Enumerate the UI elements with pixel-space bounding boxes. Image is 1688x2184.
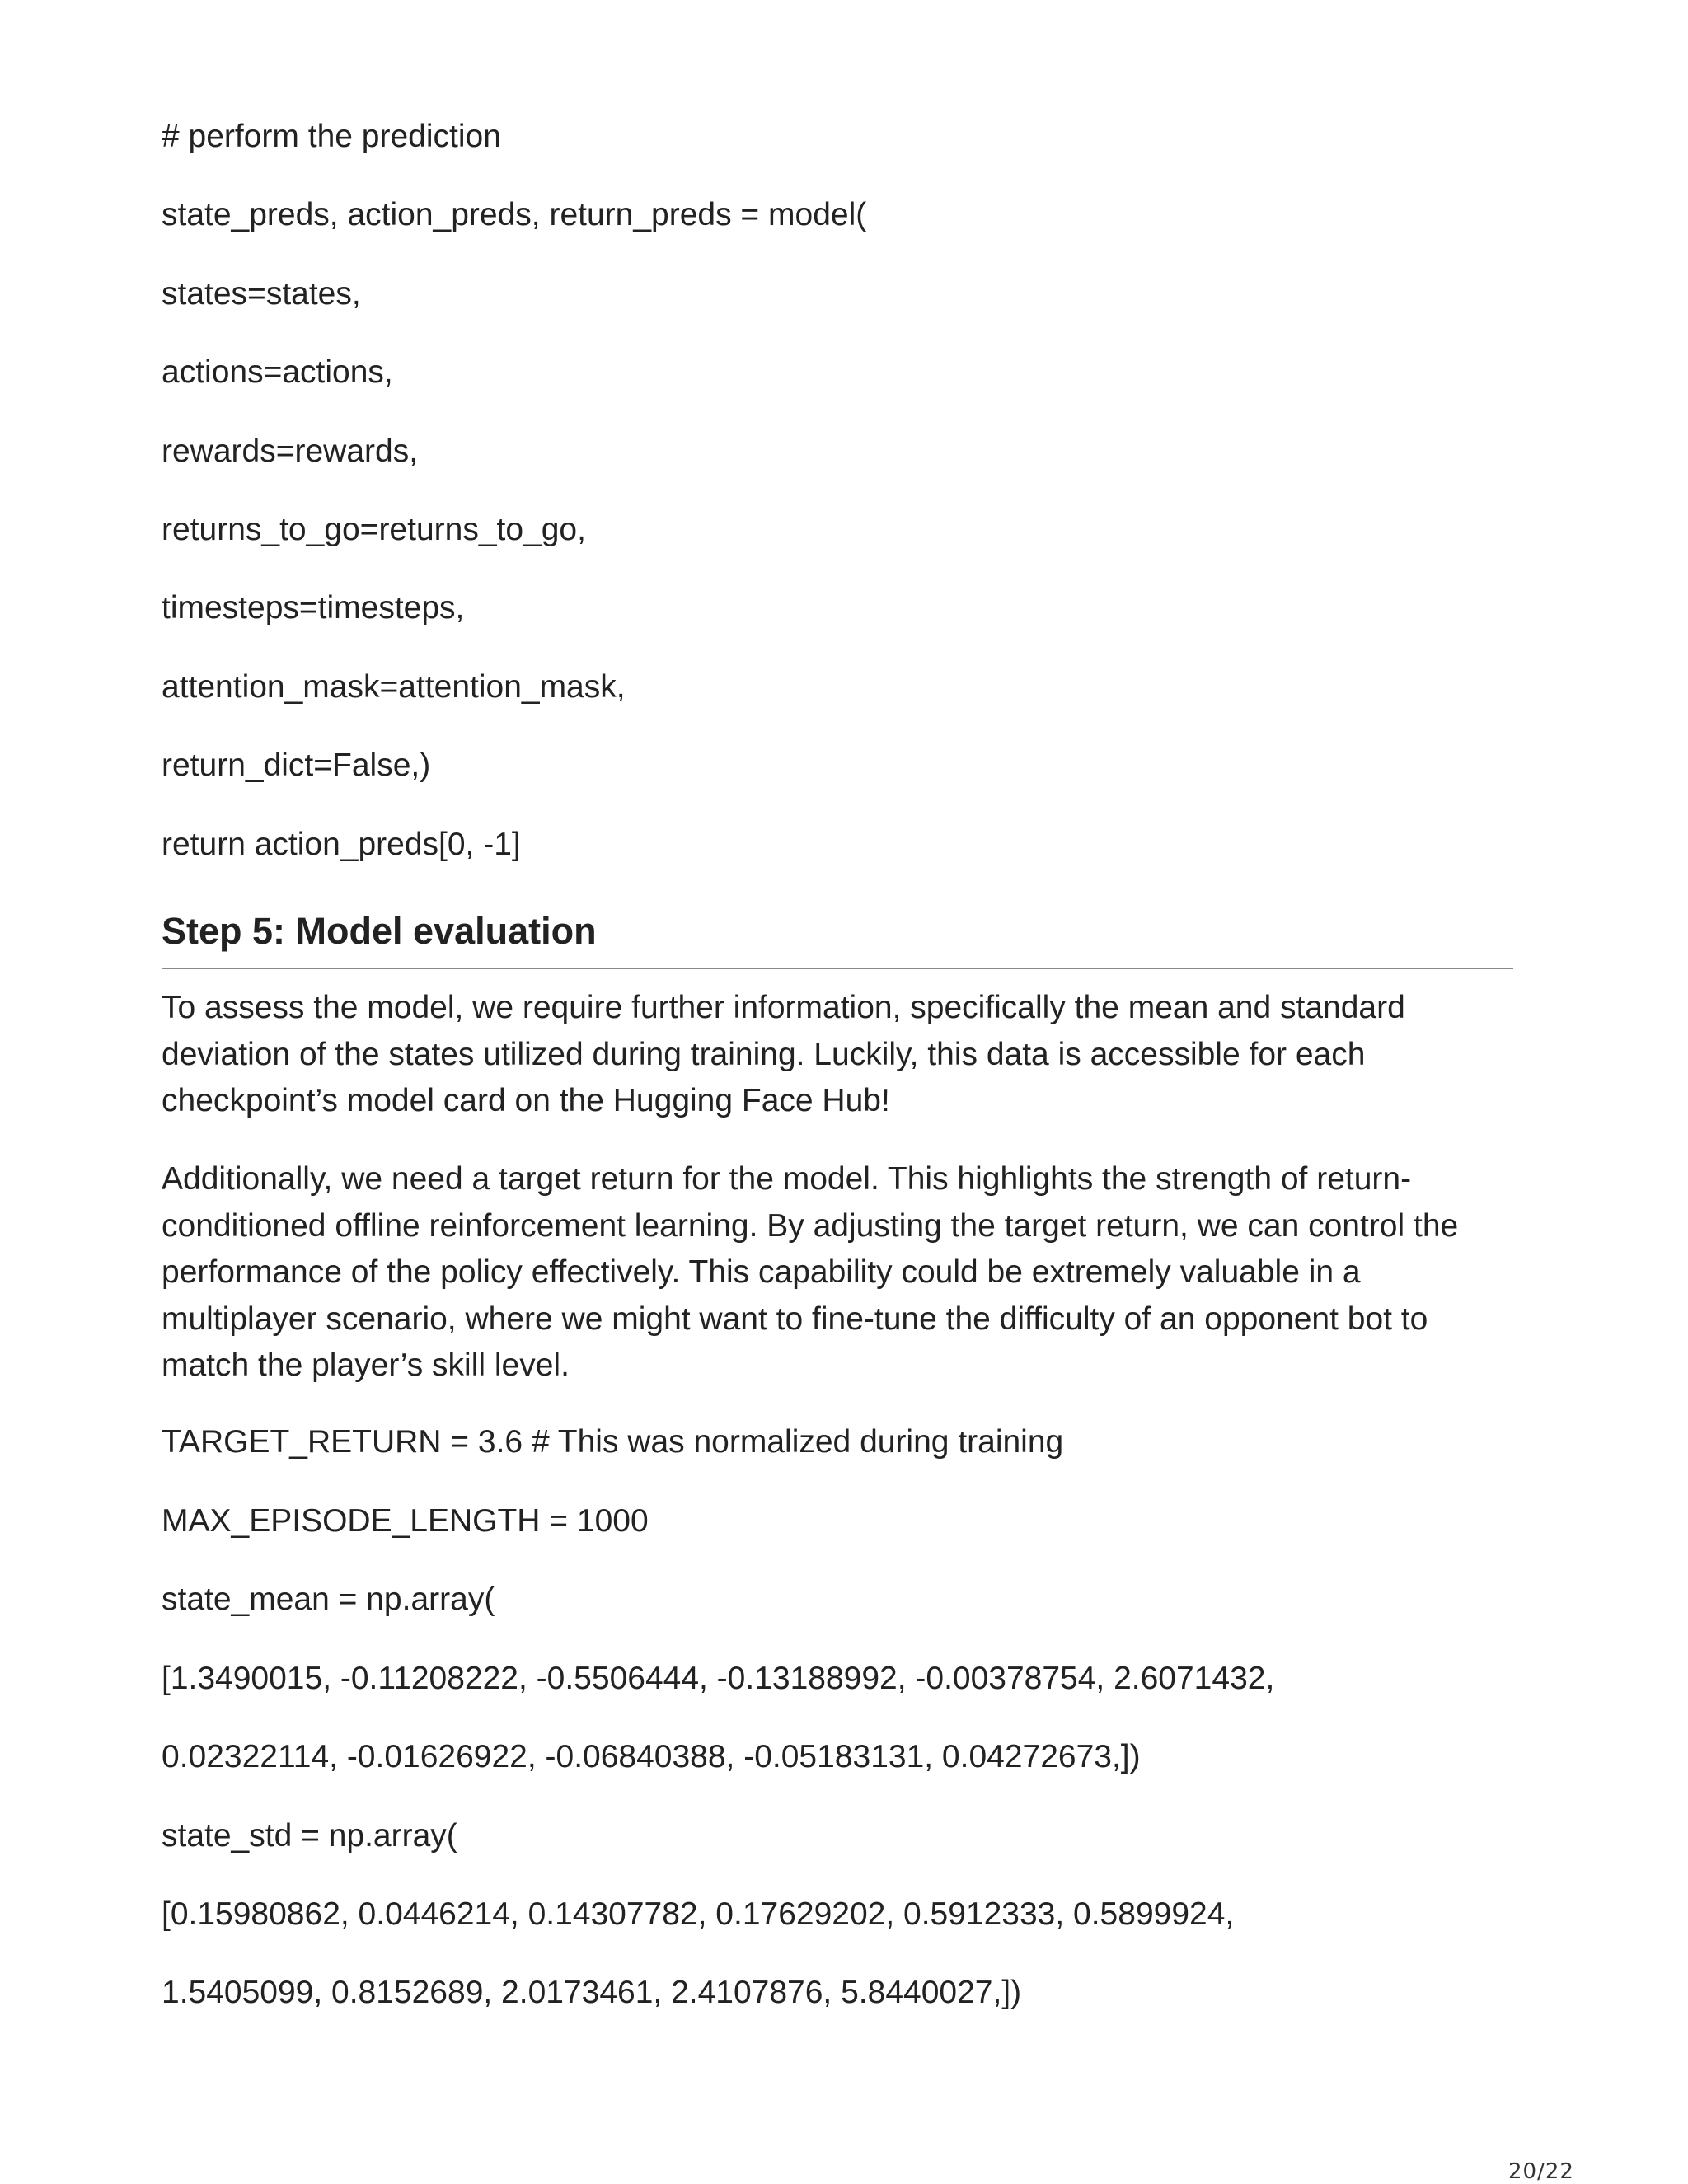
code-line-rewards: rewards=rewards,	[162, 434, 419, 469]
code-line-returns-to-go: returns_to_go=returns_to_go,	[162, 512, 586, 547]
code-line-timesteps: timesteps=timesteps,	[162, 590, 465, 626]
code-line-model-call: state_preds, action_preds, return_preds = model(	[162, 197, 867, 232]
code-line-state-mean-values-1: [1.3490015, -0.11208222, -0.5506444, -0.13188992, -0.00378754, 2.6071432,	[162, 1661, 1275, 1696]
code-line-state-std-values-2: 1.5405099, 0.8152689, 2.0173461, 2.4107876, 5.8440027,])	[162, 1975, 1022, 2010]
code-line-attention-mask: attention_mask=attention_mask,	[162, 669, 626, 705]
heading-divider	[162, 968, 1513, 969]
code-line-actions: actions=actions,	[162, 354, 393, 390]
code-line-state-mean-values-2: 0.02322114, -0.01626922, -0.06840388, -0.05183131, 0.04272673,])	[162, 1739, 1141, 1774]
page-number: 20/22	[1508, 2159, 1574, 2184]
code-line-comment: # perform the prediction	[162, 119, 501, 154]
code-line-state-std-values-1: [0.15980862, 0.0446214, 0.14307782, 0.17629202, 0.5912333, 0.5899924,	[162, 1896, 1235, 1932]
code-line-states: states=states,	[162, 276, 361, 312]
section-heading: Step 5: Model evaluation	[162, 910, 597, 952]
code-line-state-std: state_std = np.array(	[162, 1818, 457, 1854]
code-line-state-mean: state_mean = np.array(	[162, 1582, 495, 1617]
code-line-target-return: TARGET_RETURN = 3.6 # This was normalized during training	[162, 1424, 1064, 1460]
paragraph-model-stats: To assess the model, we require further information, specifically the mean and standard deviation of the states utilized during training. Luckily, this data is accessible for each checkpoint’s model card on the Hugging Face Hub!	[162, 990, 1405, 1118]
code-line-return-dict: return_dict=False,)	[162, 748, 431, 783]
paragraph-target-return: Additionally, we need a target return for the model. This highlights the strength of return-conditioned offline reinforcement learning. By adjusting the target return, we can control the performance of the policy effectively. This capability could be extremely valuable in a multiplayer scenario, where we might want to fine-tune the difficulty of an opponent bot to match the player’s skill level.	[162, 1161, 1459, 1383]
code-line-max-episode-length: MAX_EPISODE_LENGTH = 1000	[162, 1503, 649, 1539]
code-line-return-action: return action_preds[0, -1]	[162, 827, 521, 862]
